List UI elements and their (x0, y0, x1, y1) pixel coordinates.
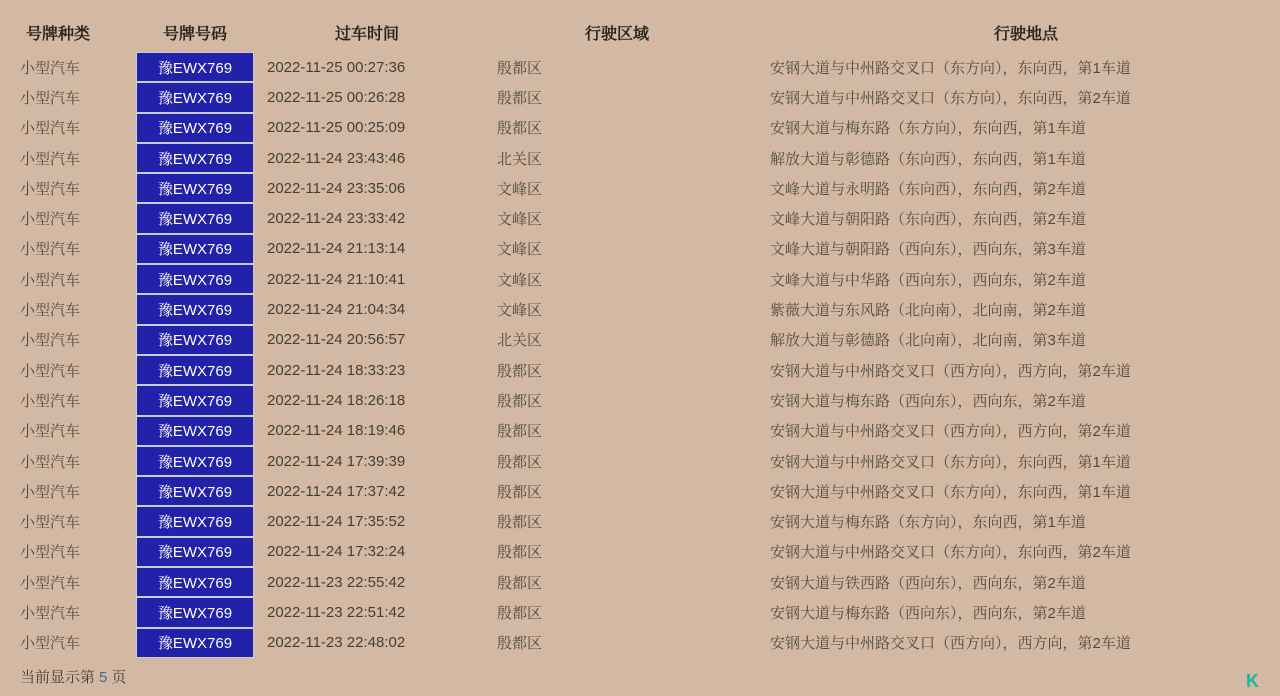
district-cell: 殷都区 (497, 453, 543, 471)
district-cell: 殷都区 (497, 59, 543, 77)
district-cell: 殷都区 (497, 574, 543, 592)
pass-time-cell: 2022-11-24 17:35:52 (267, 513, 406, 531)
table-row (0, 234, 1280, 264)
plate-number-badge[interactable]: 豫EWX769 (136, 355, 254, 385)
plate-number-badge[interactable]: 豫EWX769 (136, 597, 254, 627)
district-cell: 文峰区 (497, 302, 543, 320)
plate-number-badge[interactable]: 豫EWX769 (136, 203, 254, 233)
table-header-row (0, 0, 1280, 52)
column-header-pass-time: 过车时间 (334, 26, 400, 43)
plate-type-cell: 小型汽车 (20, 89, 81, 107)
pass-time-cell: 2022-11-25 00:26:28 (267, 88, 406, 106)
plate-number-badge[interactable]: 豫EWX769 (136, 506, 254, 536)
plate-type-cell: 小型汽车 (20, 362, 81, 380)
plate-type-cell: 小型汽车 (20, 332, 81, 350)
plate-number-badge[interactable]: 豫EWX769 (136, 173, 254, 203)
pass-time-cell: 2022-11-23 22:48:02 (267, 634, 406, 652)
plate-number-badge[interactable]: 豫EWX769 (136, 325, 254, 355)
table-row (0, 52, 1280, 82)
pass-time-cell: 2022-11-24 18:19:46 (267, 422, 406, 440)
table-row (0, 82, 1280, 112)
table-row (0, 143, 1280, 173)
current-page-number: 5 (99, 669, 108, 686)
plate-number-badge[interactable]: 豫EWX769 (136, 476, 254, 506)
table-row (0, 294, 1280, 324)
plate-number-badge[interactable]: 豫EWX769 (136, 628, 254, 658)
plate-type-cell: 小型汽车 (20, 604, 81, 622)
brand-k-icon[interactable]: K (1246, 671, 1259, 691)
location-cell: 安钢大道与梅东路（东方向），东向西，第1车道 (770, 514, 1086, 532)
district-cell: 殷都区 (497, 89, 543, 107)
pass-time-cell: 2022-11-25 00:27:36 (267, 58, 406, 76)
plate-number-badge[interactable]: 豫EWX769 (136, 113, 254, 143)
district-cell: 殷都区 (497, 392, 543, 410)
district-cell: 殷都区 (497, 635, 543, 653)
pass-time-cell: 2022-11-24 23:43:46 (267, 149, 406, 167)
location-cell: 文峰大道与中华路（西向东），西向东，第2车道 (770, 271, 1086, 289)
location-cell: 解放大道与彰德路（东向西），东向西，第1车道 (770, 150, 1086, 168)
plate-number-badge[interactable]: 豫EWX769 (136, 567, 254, 597)
table-row (0, 446, 1280, 476)
plate-number-badge[interactable]: 豫EWX769 (136, 537, 254, 567)
column-header-location: 行驶地点 (993, 26, 1059, 43)
district-cell: 殷都区 (497, 604, 543, 622)
location-cell: 安钢大道与梅东路（西向东），西向东，第2车道 (770, 604, 1086, 622)
column-header-plate-number: 号牌号码 (162, 26, 228, 43)
pass-time-cell: 2022-11-24 20:56:57 (267, 331, 406, 349)
pass-time-cell: 2022-11-24 23:35:06 (267, 179, 406, 197)
table-row (0, 597, 1280, 627)
table-row (0, 203, 1280, 233)
pagination-suffix: 页 (111, 669, 127, 686)
table-row (0, 355, 1280, 385)
district-cell: 北关区 (497, 150, 543, 168)
pagination-prefix: 当前显示第 (20, 669, 96, 686)
plate-type-cell: 小型汽车 (20, 271, 81, 289)
plate-type-cell: 小型汽车 (20, 150, 81, 168)
location-cell: 解放大道与彰德路（北向南），北向南，第3车道 (770, 332, 1086, 350)
table-row (0, 416, 1280, 446)
table-row (0, 113, 1280, 143)
district-cell: 殷都区 (497, 483, 543, 501)
table-row (0, 173, 1280, 203)
plate-type-cell: 小型汽车 (20, 453, 81, 471)
column-header-district: 行驶区域 (584, 26, 650, 43)
plate-type-cell: 小型汽车 (20, 211, 81, 229)
pass-time-cell: 2022-11-24 17:32:24 (267, 543, 406, 561)
plate-type-cell: 小型汽车 (20, 59, 81, 77)
location-cell: 安钢大道与中州路交叉口（东方向），东向西，第2车道 (770, 89, 1131, 107)
location-cell: 安钢大道与中州路交叉口（东方向），东向西，第1车道 (770, 59, 1131, 77)
column-header-plate-type: 号牌种类 (25, 26, 91, 43)
plate-number-badge[interactable]: 豫EWX769 (136, 446, 254, 476)
pass-time-cell: 2022-11-24 17:37:42 (267, 482, 406, 500)
plate-type-cell: 小型汽车 (20, 302, 81, 320)
plate-type-cell: 小型汽车 (20, 544, 81, 562)
district-cell: 北关区 (497, 332, 543, 350)
plate-type-cell: 小型汽车 (20, 514, 81, 532)
pagination-status (20, 666, 126, 687)
plate-number-badge[interactable]: 豫EWX769 (136, 143, 254, 173)
location-cell: 安钢大道与中州路交叉口（东方向），东向西，第1车道 (770, 483, 1131, 501)
plate-number-badge[interactable]: 豫EWX769 (136, 385, 254, 415)
district-cell: 文峰区 (497, 211, 543, 229)
district-cell: 殷都区 (497, 544, 543, 562)
plate-type-cell: 小型汽车 (20, 635, 81, 653)
pass-time-cell: 2022-11-24 23:33:42 (267, 210, 406, 228)
district-cell: 殷都区 (497, 423, 543, 441)
location-cell: 文峰大道与永明路（东向西），东向西，第2车道 (770, 180, 1086, 198)
pass-time-cell: 2022-11-24 18:33:23 (267, 361, 406, 379)
plate-number-badge[interactable]: 豫EWX769 (136, 52, 254, 82)
district-cell: 文峰区 (497, 180, 543, 198)
plate-type-cell: 小型汽车 (20, 392, 81, 410)
district-cell: 殷都区 (497, 362, 543, 380)
plate-type-cell: 小型汽车 (20, 483, 81, 501)
plate-number-badge[interactable]: 豫EWX769 (136, 416, 254, 446)
pass-time-cell: 2022-11-24 21:13:14 (267, 240, 406, 258)
table-row (0, 385, 1280, 415)
district-cell: 文峰区 (497, 241, 543, 259)
pass-time-cell: 2022-11-24 21:04:34 (267, 301, 406, 319)
pass-time-cell: 2022-11-23 22:55:42 (267, 573, 406, 591)
pass-time-cell: 2022-11-24 17:39:39 (267, 452, 406, 470)
plate-type-cell: 小型汽车 (20, 574, 81, 592)
location-cell: 安钢大道与梅东路（东方向），东向西，第1车道 (770, 120, 1086, 138)
table-row (0, 264, 1280, 294)
pass-time-cell: 2022-11-25 00:25:09 (267, 119, 406, 137)
district-cell: 殷都区 (497, 120, 543, 138)
location-cell: 文峰大道与朝阳路（东向西），东向西，第2车道 (770, 211, 1086, 229)
location-cell: 安钢大道与中州路交叉口（东方向），东向西，第1车道 (770, 453, 1131, 471)
pass-time-cell: 2022-11-24 21:10:41 (267, 270, 406, 288)
location-cell: 紫薇大道与东风路（北向南），北向南，第2车道 (770, 302, 1086, 320)
plate-number-badge[interactable]: 豫EWX769 (136, 294, 254, 324)
table-row (0, 325, 1280, 355)
plate-number-badge[interactable]: 豫EWX769 (136, 234, 254, 264)
pass-time-cell: 2022-11-24 18:26:18 (267, 391, 406, 409)
location-cell: 安钢大道与铁西路（西向东），西向东，第2车道 (770, 574, 1086, 592)
table-row (0, 506, 1280, 536)
plate-type-cell: 小型汽车 (20, 241, 81, 259)
table-row (0, 476, 1280, 506)
table-body (0, 52, 1280, 658)
location-cell: 文峰大道与朝阳路（西向东），西向东，第3车道 (770, 241, 1086, 259)
location-cell: 安钢大道与中州路交叉口（西方向），西方向，第2车道 (770, 362, 1131, 380)
table-row (0, 537, 1280, 567)
location-cell: 安钢大道与中州路交叉口（东方向），东向西，第2车道 (770, 544, 1131, 562)
district-cell: 殷都区 (497, 514, 543, 532)
plate-type-cell: 小型汽车 (20, 423, 81, 441)
plate-number-badge[interactable]: 豫EWX769 (136, 82, 254, 112)
table-row (0, 628, 1280, 658)
plate-number-badge[interactable]: 豫EWX769 (136, 264, 254, 294)
location-cell: 安钢大道与梅东路（西向东），西向东，第2车道 (770, 392, 1086, 410)
location-cell: 安钢大道与中州路交叉口（西方向），西方向，第2车道 (770, 423, 1131, 441)
table-row (0, 567, 1280, 597)
district-cell: 文峰区 (497, 271, 543, 289)
location-cell: 安钢大道与中州路交叉口（西方向），西方向，第2车道 (770, 635, 1131, 653)
pass-time-cell: 2022-11-23 22:51:42 (267, 603, 406, 621)
plate-type-cell: 小型汽车 (20, 120, 81, 138)
plate-type-cell: 小型汽车 (20, 180, 81, 198)
